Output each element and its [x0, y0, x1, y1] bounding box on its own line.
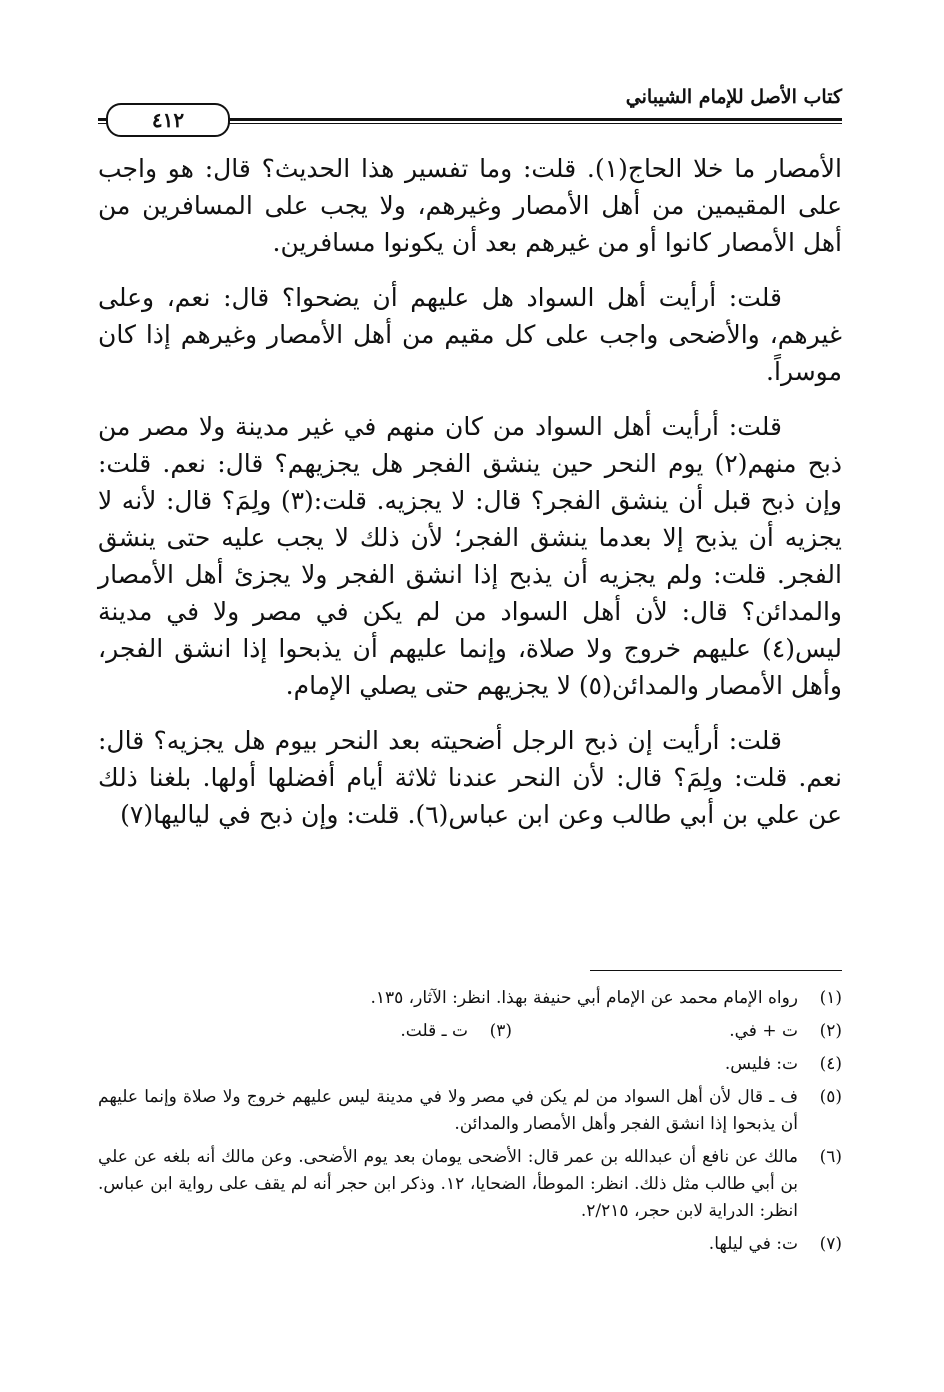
- footnote-number: (٢): [819, 1021, 842, 1041]
- paragraph: الأمصار ما خلا الحاج(١). قلت: وما تفسير هذا الحديث؟ قال: هو واجب على المقيمين من أهل الأمصار وغيرهم، ولا يجب على المسافرين من أهل الأمصار كانوا أو من غيرهم بعد أن يكونوا مسافرين.: [98, 154, 842, 257]
- footnote-number: (٤): [819, 1054, 842, 1074]
- footnote-text: ت: في ليلها.: [708, 1234, 798, 1254]
- footnote-separator: [590, 970, 842, 971]
- paragraph: قلت: أرأيت أهل السواد هل عليهم أن يضحوا؟ قال: نعم، وعلى غيرهم، والأضحى واجب على كل مقيم من أهل الأمصار وغيرهم إذا كان موسراً.: [98, 283, 842, 386]
- page-number: ٤١٢: [151, 108, 185, 132]
- page-header: [98, 78, 842, 132]
- footnote: [98, 1051, 842, 1078]
- footnote: [98, 1231, 842, 1258]
- footnote: [512, 1018, 842, 1045]
- paragraph: قلت: أرأيت إن ذبح الرجل أضحيته بعد النحر بيوم هل يجزيه؟ قال: نعم. قلت: ولِمَ؟ قال: لأن النحر عندنا ثلاثة أيام أفضلها أولها. بلغنا ذلك عن علي بن أبي طالب وعن ابن عباس(٦). قلت: وإن ذبح في لياليها(٧): [98, 726, 842, 829]
- footnote-text: ت: فليس.: [724, 1054, 798, 1074]
- footnote-number: (٦): [819, 1147, 842, 1167]
- footnote: [98, 1144, 842, 1225]
- footnote-number: (٧): [819, 1234, 842, 1254]
- footnote-text: مالك عن نافع أن عبدالله بن عمر قال: الأضحى يومان بعد يوم الأضحى. وعن مالك أنه بلغه عن علي بن أبي طالب مثل ذلك. انظر: الموطأ، الضحايا، ١٢. وذكر ابن حجر أنه لم يقف على رواية ابن عباس. انظر: الدراية لابن حجر، ٢/٢١٥.: [98, 1147, 798, 1221]
- footnote-row: [98, 1018, 842, 1045]
- footnote-text: رواه الإمام محمد عن الإمام أبي حنيفة بهذا. انظر: الآثار، ١٣٥.: [370, 988, 798, 1008]
- paragraph: قلت: أرأيت أهل السواد من كان منهم في غير مدينة ولا مصر من ذبح منهم(٢) يوم النحر حين ينشق الفجر هل يجزيهم؟ قال: نعم. قلت: وإن ذبح قبل أن ينشق الفجر؟ قال: لا يجزيه. قلت:(٣) ولِمَ؟ قال: لأنه لا يجزيه أن يذبح إلا بعدما ينشق الفجر؛ لأن ذلك لا يجب عليه حتى ينشق الفجر. قلت: ولم يجزيه أن يذبح إذا انشق الفجر ولا يجزئ أهل الأمصار والمدائن؟ قال: لأن أهل السواد من لم يكن في مصر ولا في مدينة ليس(٤) عليهم خروج ولا صلاة، وإنما عليهم أن يذبحوا إذا انشق الفجر، وأهل الأمصار والمدائن(٥) لا يجزيهم حتى يصلي الإمام.: [98, 412, 842, 700]
- footnotes: [98, 985, 842, 1264]
- footnote-text: ت + في.: [729, 1021, 798, 1041]
- footnote-number: (٣): [489, 1021, 512, 1041]
- footnote-number: (١): [819, 988, 842, 1008]
- footnote: [98, 1084, 842, 1138]
- footnote: [98, 985, 842, 1012]
- main-text: [98, 150, 842, 851]
- book-title: كتاب الأصل للإمام الشيباني: [625, 86, 842, 108]
- footnote-number: (٥): [819, 1087, 842, 1107]
- footnote-text: ف ـ قال لأن أهل السواد من لم يكن في مصر ولا في مدينة ليس عليهم خروج ولا صلاة وإنما عليهم أن يذبحوا إذا انشق الفجر وأهل الأمصار والمدائن.: [98, 1087, 798, 1134]
- footnote: [400, 1018, 512, 1045]
- page-number-badge: [106, 103, 230, 137]
- footnote-text: ت ـ قلت.: [400, 1021, 468, 1041]
